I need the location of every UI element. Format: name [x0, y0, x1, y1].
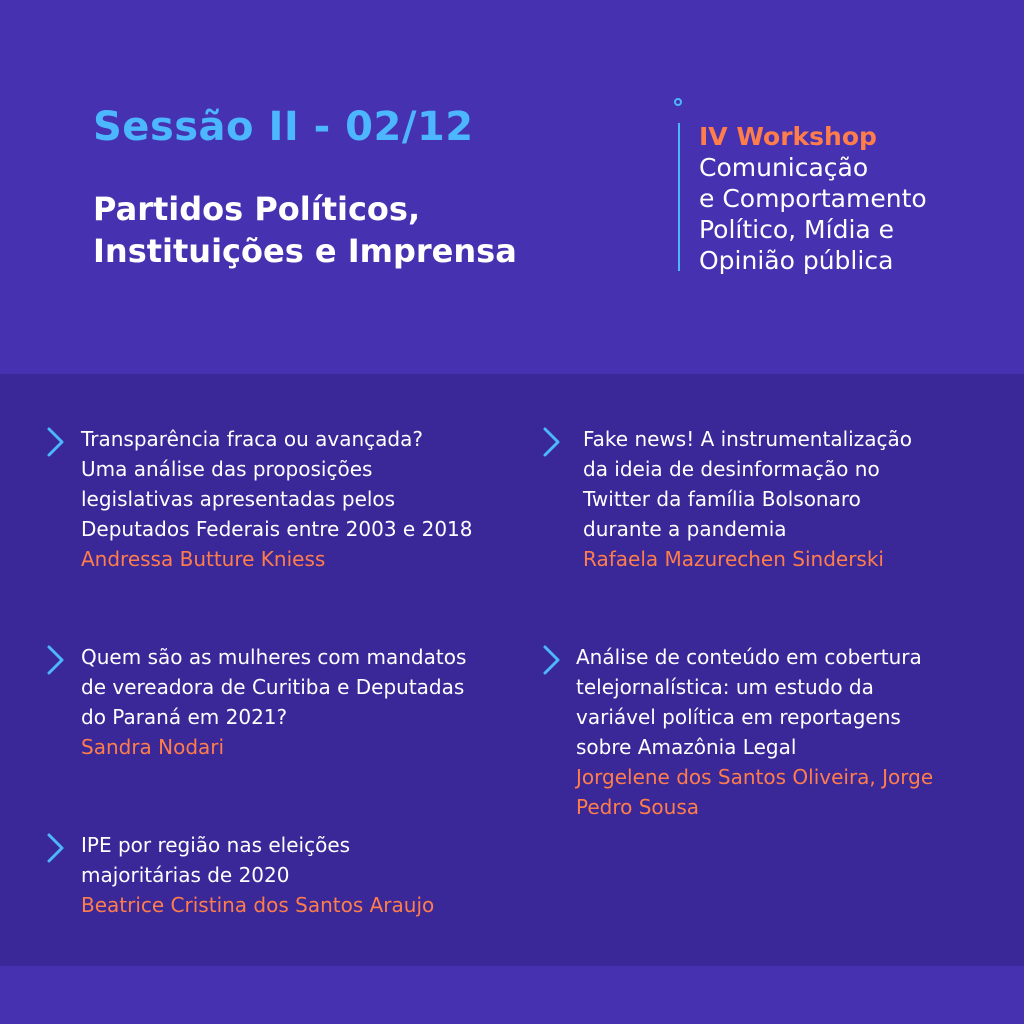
talk-author: Jorgelene dos Santos Oliveira, Jorge — [576, 765, 934, 789]
talk-author: Pedro Sousa — [576, 795, 700, 819]
talk-author: Andressa Butture Kniess — [81, 547, 326, 571]
talk-title-line: Análise de conteúdo em cobertura — [576, 645, 922, 669]
talk-title-line: do Paraná em 2021? — [81, 705, 288, 729]
talk-title-line: legislativas apresentadas pelos — [81, 487, 396, 511]
divider-dot-icon — [674, 98, 682, 106]
talk-title-line: Transparência fraca ou avançada? — [81, 427, 423, 451]
chevron-right-icon — [44, 830, 68, 866]
chevron-right-icon — [44, 424, 68, 460]
workshop-title-block — [699, 121, 1009, 276]
talk-title-line: telejornalística: um estudo da — [576, 675, 874, 699]
chevron-right-icon — [540, 424, 564, 460]
workshop-line: Comunicação — [699, 153, 869, 182]
divider-line — [678, 123, 680, 271]
workshop-line: Político, Mídia e — [699, 215, 895, 244]
talk-title-line: durante a pandemia — [583, 517, 787, 541]
talk-title-line: variável política em reportagens — [576, 705, 901, 729]
workshop-name: IV Workshop — [699, 122, 877, 151]
talk-title-line: IPE por região nas eleições — [81, 833, 351, 857]
session-theme-line: Instituições e Imprensa — [93, 232, 517, 270]
workshop-line: e Comportamento — [699, 184, 927, 213]
session-label: Sessão II - 02/12 — [93, 104, 474, 150]
workshop-line: Opinião pública — [699, 246, 894, 275]
talk-title-line: Deputados Federais entre 2003 e 2018 — [81, 517, 473, 541]
talk-author: Rafaela Mazurechen Sinderski — [583, 547, 884, 571]
talk-title-line: Twitter da família Bolsonaro — [583, 487, 861, 511]
talk-author: Beatrice Cristina dos Santos Araujo — [81, 893, 435, 917]
talk-title-line: majoritárias de 2020 — [81, 863, 290, 887]
chevron-right-icon — [44, 642, 68, 678]
footer-band — [0, 966, 1024, 1024]
talk-title-line: Uma análise das proposições — [81, 457, 373, 481]
talk-title-line: da ideia de desinformação no — [583, 457, 880, 481]
session-theme-line: Partidos Políticos, — [93, 190, 421, 228]
talk-title-line: de vereadora de Curitiba e Deputadas — [81, 675, 465, 699]
talk-title-line: Quem são as mulheres com mandatos — [81, 645, 467, 669]
talk-author: Sandra Nodari — [81, 735, 225, 759]
session-theme — [93, 188, 593, 272]
talk-title-line: sobre Amazônia Legal — [576, 735, 797, 759]
chevron-right-icon — [540, 642, 564, 678]
talk-title-line: Fake news! A instrumentalização — [583, 427, 912, 451]
